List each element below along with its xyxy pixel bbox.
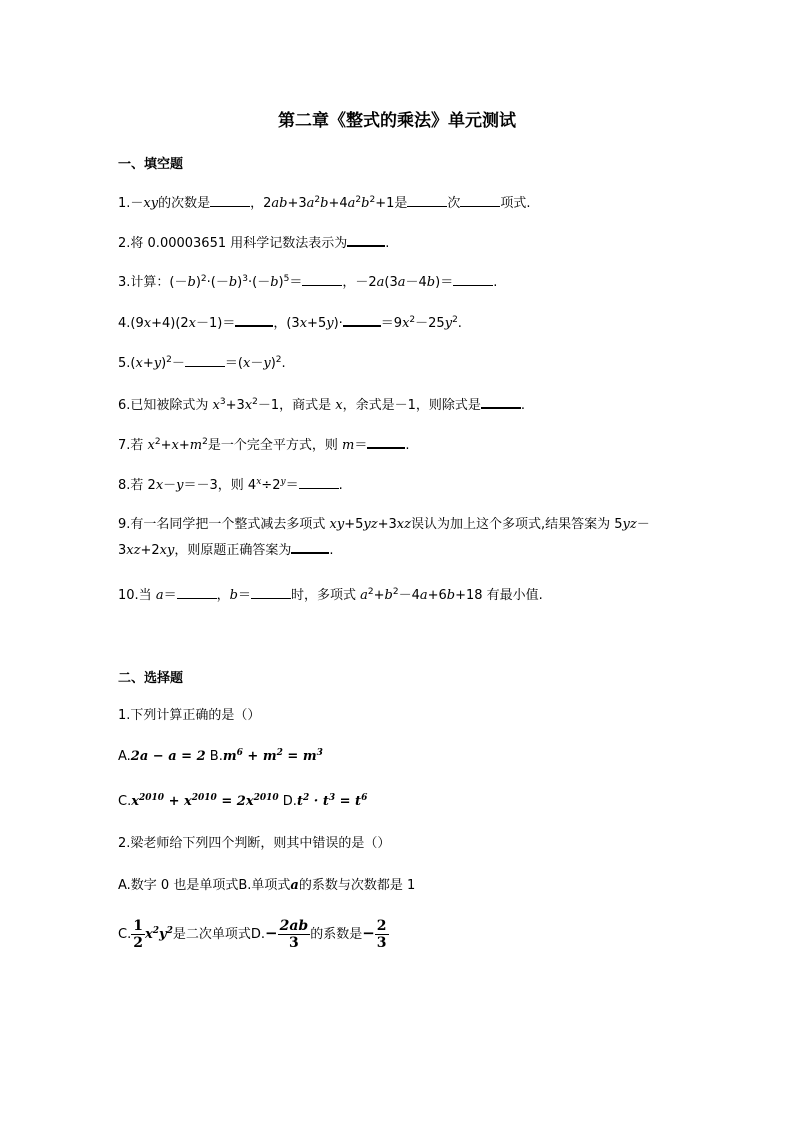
answer-blank[interactable] [177,586,217,599]
fill-question-6: 6.已知被除式为 $x^3+3x^2-1$，商式是 x，余式是－1，则除式是 . [118,397,526,413]
option-c[interactable]: $C.x^{2010} + x^{2010} = 2x^{2010}$ [118,793,279,809]
option-a[interactable]: A.数字 0 也是单项式 [118,878,239,893]
fill-question-3: 3.计算：$(-b)^2\cdot(-b)^3\cdot(-b)^5=$ ，－2a(3a－4b)＝ . [118,274,498,290]
answer-blank[interactable] [407,194,447,207]
answer-blank[interactable] [299,476,339,489]
option-a[interactable]: A.2a − a = 2 [118,749,206,764]
answer-blank[interactable] [291,540,329,554]
choice-question-2-stem: 2.梁老师给下列四个判断，则其中错误的是（） [118,836,391,851]
option-c[interactable]: C. $\frac{1}{2}$ $x^2y^2$是二次单项式 [118,918,251,951]
fill-question-5: $5.(x+y)^2- =(x-y)^2$. [118,355,286,371]
answer-blank[interactable] [210,194,250,207]
answer-blank[interactable] [453,273,493,286]
fill-question-9: 9.有一名同学把一个整式减去多项式 xy+5yz+3xz误认为加上这个多项式,结果答案为 5yz－3xz+2xy，则原题正确答案为 . [118,517,650,558]
section-choice-heading: 二、选择题 [118,671,184,686]
section-fill-heading: 一、填空题 [118,157,184,172]
option-b[interactable]: B.单项式a的系数与次数都是 1 [238,878,416,893]
choice-2-options-cd [118,918,389,951]
answer-blank[interactable] [185,354,225,367]
option-d[interactable]: D.− $\frac{2ab}{3}$ 的系数是− $\frac{2}{3}$ [250,918,387,951]
fraction: $\frac{1}{2}$ [133,918,143,951]
choice-1-options-cd [118,793,367,811]
fill-question-4: 4.(9x+4)(2x－1)＝ ，$(3x+5y)\cdot =9x^2-25y^2$. [118,315,462,331]
answer-blank[interactable] [460,194,500,207]
answer-blank[interactable] [367,435,405,449]
fraction: $\frac{2ab}{3}$ [279,918,309,951]
answer-blank[interactable] [235,313,273,327]
option-b[interactable]: $B.m^6 + m^2 = m^3$ [209,748,323,764]
fill-question-8: 8.若 2x－y＝－3，则 $4^x\div 2^y=$ . [118,477,343,493]
answer-blank[interactable] [481,395,521,409]
fill-question-2: 2.将 0.00003651 用科学记数法表示为 . [118,233,389,253]
option-d[interactable]: $D.t^2 \cdot t^3 = t^6$ [282,793,368,809]
fill-question-10: 10.当 a＝ ，b＝ 时，多项式 $a^2+b^2-4a+6b+18$ 有最小值. [118,587,543,603]
fill-question-1: 1.－xy的次数是 ，$2ab+3a^2b+4a^2b^2+1$是 次 项式. [118,195,531,211]
answer-blank[interactable] [251,586,291,599]
answer-blank[interactable] [302,273,342,286]
fill-question-7: 7.若 $x^2+x+m^2$是一个完全平方式，则 m＝ . [118,437,410,453]
page-title: 第二章《整式的乘法》单元测试 [278,111,516,131]
choice-1-options-ab [118,748,323,766]
answer-blank[interactable] [347,233,385,247]
fraction: $\frac{2}{3}$ [376,918,387,951]
choice-2-options-ab [118,877,415,895]
answer-blank[interactable] [343,313,381,327]
choice-question-1-stem: 1.下列计算正确的是（） [118,708,261,723]
